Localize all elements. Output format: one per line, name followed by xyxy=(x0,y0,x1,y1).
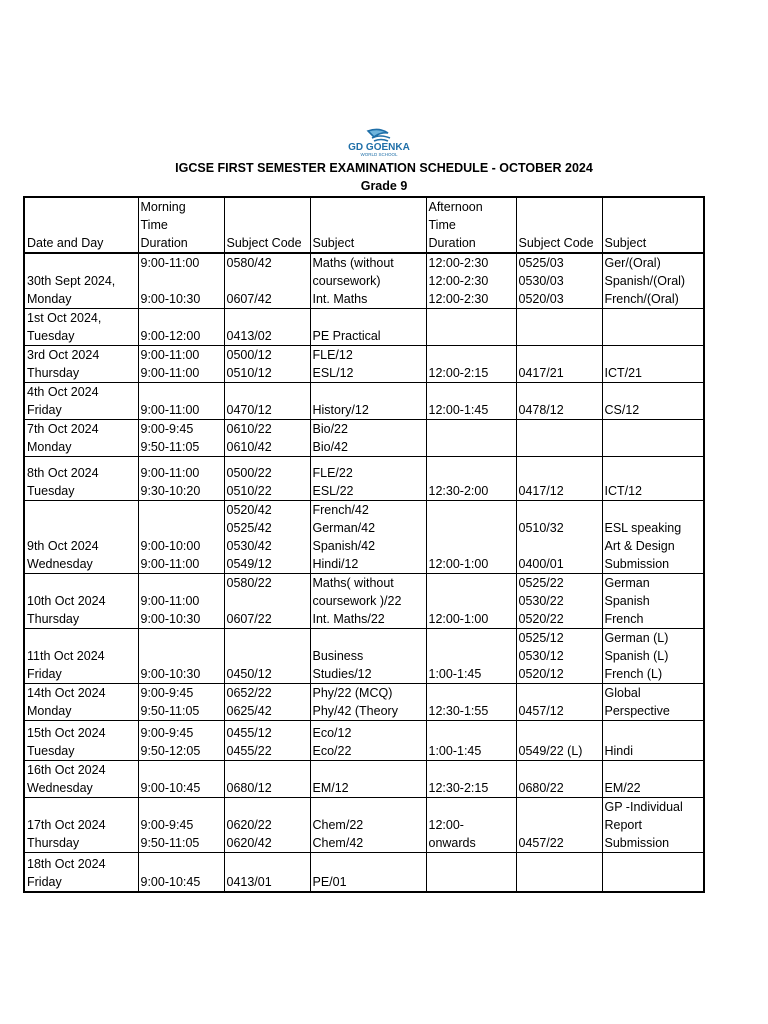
table-row xyxy=(24,684,704,721)
afternoon-time-cell: 12:30-1:55 xyxy=(426,684,516,721)
morning-subject-cell: Eco/12 Eco/22 xyxy=(310,721,426,761)
morning-subject-cell: EM/12 xyxy=(310,761,426,798)
afternoon-subject-cell: German Spanish French xyxy=(602,574,704,629)
date-cell: 9th Oct 2024 Wednesday xyxy=(24,501,138,574)
afternoon-code-cell: 0680/22 xyxy=(516,761,602,798)
morning-code-cell: 0520/42 0525/42 0530/42 0549/12 xyxy=(224,501,310,574)
afternoon-code-cell: 0510/32 0400/01 xyxy=(516,501,602,574)
morning-code-cell: 0652/22 0625/42 xyxy=(224,684,310,721)
afternoon-time-cell: 12:00-1:45 xyxy=(426,383,516,420)
morning-code-cell: 0610/22 0610/42 xyxy=(224,420,310,457)
exam-schedule-table xyxy=(23,196,705,893)
morning-subject-cell: PE/01 xyxy=(310,853,426,892)
afternoon-subject-cell: Global Perspective xyxy=(602,684,704,721)
date-cell: 18th Oct 2024 Friday xyxy=(24,853,138,892)
logo-sub-text: WORLD SCHOOL xyxy=(360,152,398,157)
afternoon-code-cell xyxy=(516,853,602,892)
afternoon-time-cell: 12:00-2:30 12:00-2:30 12:00-2:30 xyxy=(426,253,516,309)
table-header-row xyxy=(24,197,704,253)
afternoon-code-cell: 0457/12 xyxy=(516,684,602,721)
afternoon-subject-cell: Ger/(Oral) Spanish/(Oral) French/(Oral) xyxy=(602,253,704,309)
morning-code-cell: 0580/22 0607/22 xyxy=(224,574,310,629)
table-row xyxy=(24,721,704,761)
morning-time-cell: 9:00-9:45 9:50-11:05 xyxy=(138,684,224,721)
header-afternoon: Afternoon Time Duration xyxy=(426,197,516,253)
morning-subject-cell: History/12 xyxy=(310,383,426,420)
afternoon-time-cell xyxy=(426,420,516,457)
table-row xyxy=(24,761,704,798)
afternoon-subject-cell: CS/12 xyxy=(602,383,704,420)
morning-subject-cell: French/42 German/42 Spanish/42 Hindi/12 xyxy=(310,501,426,574)
logo-brand-text: GD GOENKA xyxy=(348,142,410,153)
table-row xyxy=(24,383,704,420)
date-cell: 4th Oct 2024 Friday xyxy=(24,383,138,420)
morning-subject-cell: Business Studies/12 xyxy=(310,629,426,684)
table-row xyxy=(24,853,704,892)
afternoon-time-cell: 12:30-2:00 xyxy=(426,457,516,501)
morning-code-cell: 0470/12 xyxy=(224,383,310,420)
morning-time-cell: 9:00-12:00 xyxy=(138,309,224,346)
school-logo xyxy=(314,128,444,158)
header-subject2: Subject xyxy=(602,197,704,253)
morning-code-cell: 0500/22 0510/22 xyxy=(224,457,310,501)
table-row xyxy=(24,457,704,501)
afternoon-time-cell: 12:00- onwards xyxy=(426,798,516,853)
afternoon-subject-cell: ICT/21 xyxy=(602,346,704,383)
morning-time-cell: 9:00-10:30 xyxy=(138,629,224,684)
morning-code-cell: 0413/02 xyxy=(224,309,310,346)
header-code1: Subject Code xyxy=(224,197,310,253)
morning-code-cell: 0580/42 0607/42 xyxy=(224,253,310,309)
morning-time-cell: 9:00-10:00 9:00-11:00 xyxy=(138,501,224,574)
afternoon-subject-cell: German (L) Spanish (L) French (L) xyxy=(602,629,704,684)
table-row xyxy=(24,420,704,457)
table-row xyxy=(24,501,704,574)
morning-code-cell: 0450/12 xyxy=(224,629,310,684)
afternoon-subject-cell: ICT/12 xyxy=(602,457,704,501)
morning-subject-cell: Maths (without coursework) Int. Maths xyxy=(310,253,426,309)
morning-time-cell: 9:00-9:45 9:50-12:05 xyxy=(138,721,224,761)
afternoon-code-cell: 0525/22 0530/22 0520/22 xyxy=(516,574,602,629)
grade-subtitle: Grade 9 xyxy=(360,179,408,193)
afternoon-time-cell: 12:30-2:15 xyxy=(426,761,516,798)
date-cell: 11th Oct 2024 Friday xyxy=(24,629,138,684)
morning-subject-cell: Phy/22 (MCQ) Phy/42 (Theory xyxy=(310,684,426,721)
morning-subject-cell: Chem/22 Chem/42 xyxy=(310,798,426,853)
header-morning: Morning Time Duration xyxy=(138,197,224,253)
table-row xyxy=(24,346,704,383)
afternoon-code-cell: 0417/21 xyxy=(516,346,602,383)
morning-time-cell: 9:00-11:00 9:30-10:20 xyxy=(138,457,224,501)
afternoon-time-cell: 1:00-1:45 xyxy=(426,629,516,684)
afternoon-subject-cell: EM/22 xyxy=(602,761,704,798)
date-cell: 14th Oct 2024 Monday xyxy=(24,684,138,721)
header-code2: Subject Code xyxy=(516,197,602,253)
morning-code-cell: 0413/01 xyxy=(224,853,310,892)
table-row xyxy=(24,629,704,684)
afternoon-code-cell: 0457/22 xyxy=(516,798,602,853)
table-row xyxy=(24,309,704,346)
afternoon-code-cell xyxy=(516,309,602,346)
afternoon-code-cell: 0478/12 xyxy=(516,383,602,420)
afternoon-subject-cell: Hindi xyxy=(602,721,704,761)
morning-time-cell: 9:00-10:45 xyxy=(138,761,224,798)
afternoon-subject-cell xyxy=(602,420,704,457)
table-row xyxy=(24,253,704,309)
date-cell: 8th Oct 2024 Tuesday xyxy=(24,457,138,501)
morning-code-cell: 0680/12 xyxy=(224,761,310,798)
afternoon-time-cell: 12:00-1:00 xyxy=(426,574,516,629)
afternoon-code-cell: 0525/03 0530/03 0520/03 xyxy=(516,253,602,309)
morning-code-cell: 0455/12 0455/22 xyxy=(224,721,310,761)
date-cell: 16th Oct 2024 Wednesday xyxy=(24,761,138,798)
afternoon-code-cell: 0525/12 0530/12 0520/12 xyxy=(516,629,602,684)
morning-code-cell: 0500/12 0510/12 xyxy=(224,346,310,383)
afternoon-subject-cell: ESL speaking Art & Design Submission xyxy=(602,501,704,574)
table-row xyxy=(24,574,704,629)
afternoon-time-cell: 12:00-1:00 xyxy=(426,501,516,574)
morning-subject-cell: FLE/22 ESL/22 xyxy=(310,457,426,501)
date-cell: 7th Oct 2024 Monday xyxy=(24,420,138,457)
page-title: IGCSE FIRST SEMESTER EXAMINATION SCHEDULE - OCTOBER 2024 xyxy=(175,161,593,175)
morning-time-cell: 9:00-10:45 xyxy=(138,853,224,892)
date-cell: 10th Oct 2024 Thursday xyxy=(24,574,138,629)
date-cell: 1st Oct 2024, Tuesday xyxy=(24,309,138,346)
date-cell: 15th Oct 2024 Tuesday xyxy=(24,721,138,761)
morning-time-cell: 9:00-9:45 9:50-11:05 xyxy=(138,798,224,853)
morning-subject-cell: Bio/22 Bio/42 xyxy=(310,420,426,457)
afternoon-time-cell xyxy=(426,309,516,346)
header-date: Date and Day xyxy=(24,197,138,253)
table-row xyxy=(24,798,704,853)
afternoon-code-cell: 0549/22 (L) xyxy=(516,721,602,761)
morning-subject-cell: FLE/12 ESL/12 xyxy=(310,346,426,383)
afternoon-time-cell: 12:00-2:15 xyxy=(426,346,516,383)
morning-time-cell: 9:00-9:45 9:50-11:05 xyxy=(138,420,224,457)
afternoon-time-cell: 1:00-1:45 xyxy=(426,721,516,761)
afternoon-subject-cell xyxy=(602,853,704,892)
afternoon-time-cell xyxy=(426,853,516,892)
afternoon-subject-cell: GP -Individual Report Submission xyxy=(602,798,704,853)
morning-time-cell: 9:00-11:00 9:00-10:30 xyxy=(138,253,224,309)
morning-subject-cell: PE Practical xyxy=(310,309,426,346)
date-cell: 17th Oct 2024 Thursday xyxy=(24,798,138,853)
date-cell: 3rd Oct 2024 Thursday xyxy=(24,346,138,383)
morning-time-cell: 9:00-11:00 9:00-11:00 xyxy=(138,346,224,383)
afternoon-code-cell: 0417/12 xyxy=(516,457,602,501)
header-subject1: Subject xyxy=(310,197,426,253)
date-cell: 30th Sept 2024, Monday xyxy=(24,253,138,309)
morning-code-cell: 0620/22 0620/42 xyxy=(224,798,310,853)
morning-subject-cell: Maths( without coursework )/22 Int. Maths/22 xyxy=(310,574,426,629)
morning-time-cell: 9:00-11:00 xyxy=(138,383,224,420)
afternoon-code-cell xyxy=(516,420,602,457)
afternoon-subject-cell xyxy=(602,309,704,346)
morning-time-cell: 9:00-11:00 9:00-10:30 xyxy=(138,574,224,629)
